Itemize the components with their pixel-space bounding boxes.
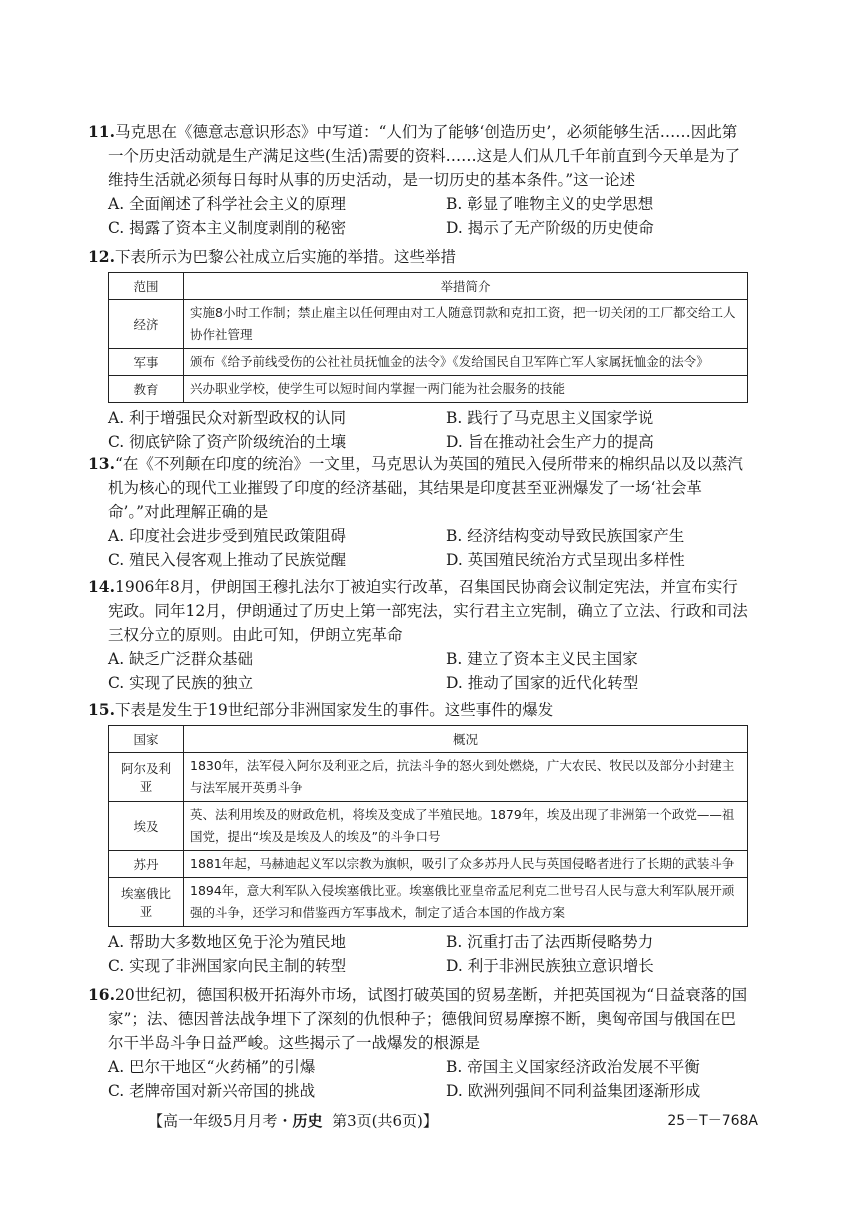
table-cell-summary: 1894年，意大利军队入侵埃塞俄比亚。埃塞俄比亚皇帝孟尼利克二世号召人民与意大利军队展开顽强的斗争，还学习和借鉴西方军事战术，制定了适合本国的作战方案 xyxy=(184,878,748,927)
table-cell-summary: 1881年起，马赫迪起义军以宗教为旗帜，吸引了众多苏丹人民与英国侵略者进行了长期的武装斗争 xyxy=(184,851,748,878)
option-c[interactable]: C. 老牌帝国对新兴帝国的挑战 xyxy=(108,1082,316,1100)
question-number: 12. xyxy=(88,247,115,266)
option-a[interactable]: A. 缺乏广泛群众基础 xyxy=(108,650,254,668)
table-cell-country: 阿尔及利亚 xyxy=(109,753,184,802)
table-row xyxy=(109,878,748,927)
option-c[interactable]: C. 实现了非洲国家向民主制的转型 xyxy=(108,957,347,975)
question-stem xyxy=(88,245,748,269)
table-cell-country: 埃及 xyxy=(109,802,184,851)
footer-grade: 【高一年级5月月考・ xyxy=(148,1112,293,1130)
footer-code: 25－T－768A xyxy=(667,1113,758,1129)
table-row xyxy=(109,349,748,376)
question-stem xyxy=(88,120,748,192)
option-b[interactable]: B. 沉重打击了法西斯侵略势力 xyxy=(446,933,654,951)
table-header: 范围 xyxy=(109,273,184,300)
table-cell-summary: 1830年，法军侵入阿尔及利亚之后，抗法斗争的怒火到处燃烧，广大农民、牧民以及部分小封建主与法军展开英勇斗争 xyxy=(184,753,748,802)
footer-page-number: 第3页(共6页)】 xyxy=(332,1112,438,1130)
footer-subject: 历史 xyxy=(292,1112,323,1130)
table-row xyxy=(109,376,748,403)
table-cell-country: 埃塞俄比亚 xyxy=(109,878,184,927)
question-number: 11. xyxy=(88,122,115,141)
question-number: 15. xyxy=(88,700,115,719)
option-d[interactable]: D. 英国殖民统治方式呈现出多样性 xyxy=(446,551,685,569)
table-header-row xyxy=(109,273,748,300)
option-d[interactable]: D. 欧洲列强间不同利益集团逐渐形成 xyxy=(446,1082,701,1100)
table-header: 国家 xyxy=(109,726,184,753)
table-cell-desc: 兴办职业学校，使学生可以短时间内掌握一两门能为社会服务的技能 xyxy=(184,376,748,403)
question-16 xyxy=(88,983,748,1103)
question-12 xyxy=(88,245,748,454)
option-d[interactable]: D. 揭示了无产阶级的历史使命 xyxy=(446,219,654,237)
option-d[interactable]: D. 利于非洲民族独立意识增长 xyxy=(446,957,654,975)
question-11 xyxy=(88,120,748,240)
question-number: 16. xyxy=(88,985,115,1004)
table-cell-area: 经济 xyxy=(109,300,184,349)
table-header-row xyxy=(109,726,748,753)
option-a[interactable]: A. 巴尔干地区“火药桶”的引爆 xyxy=(108,1058,316,1076)
question-text: 下表是发生于19世纪部分非洲国家发生的事件。这些事件的爆发 xyxy=(114,701,554,719)
page-footer xyxy=(148,1110,758,1131)
question-number: 14. xyxy=(88,577,115,596)
events-table xyxy=(108,725,748,927)
table-cell-desc: 颁布《给予前线受伤的公社社员抚恤金的法令》《发给国民自卫军阵亡军人家属抚恤金的法令》 xyxy=(184,349,748,376)
option-c[interactable]: C. 殖民入侵客观上推动了民族觉醒 xyxy=(108,551,347,569)
option-a[interactable]: A. 全面阐述了科学社会主义的原理 xyxy=(108,195,347,213)
question-stem xyxy=(88,575,748,647)
table-row xyxy=(109,851,748,878)
question-text: 下表所示为巴黎公社成立后实施的举措。这些举措 xyxy=(114,248,456,266)
measures-table xyxy=(108,272,748,403)
option-b[interactable]: B. 建立了资本主义民主国家 xyxy=(446,650,638,668)
question-text: 1906年8月，伊朗国王穆扎法尔丁被迫实行改革，召集国民协商会议制定宪法，并宣布实行宪政。同年12月，伊朗通过了历史上第一部宪法，实行君主立宪制，确立了立法、行政和司法三权分立的原则。由此可知，伊朗立宪革命 xyxy=(108,578,748,644)
table-cell-desc: 实施8小时工作制；禁止雇主以任何理由对工人随意罚款和克扣工资，把一切关闭的工厂都交给工人协作社管理 xyxy=(184,300,748,349)
table-row xyxy=(109,753,748,802)
table-cell-area: 军事 xyxy=(109,349,184,376)
option-b[interactable]: B. 帝国主义国家经济政治发展不平衡 xyxy=(446,1058,700,1076)
question-13 xyxy=(88,452,748,572)
option-d[interactable]: D. 旨在推动社会生产力的提高 xyxy=(446,433,654,451)
options xyxy=(108,524,748,572)
table-cell-country: 苏丹 xyxy=(109,851,184,878)
option-b[interactable]: B. 彰显了唯物主义的史学思想 xyxy=(446,195,654,213)
options xyxy=(108,647,748,695)
option-b[interactable]: B. 经济结构变动导致民族国家产生 xyxy=(446,527,685,545)
table-header: 举措简介 xyxy=(184,273,748,300)
option-a[interactable]: A. 利于增强民众对新型政权的认同 xyxy=(108,409,347,427)
table-row xyxy=(109,300,748,349)
table-cell-summary: 英、法利用埃及的财政危机，将埃及变成了半殖民地。1879年，埃及出现了非洲第一个政党——祖国党，提出“埃及是埃及人的埃及”的斗争口号 xyxy=(184,802,748,851)
footer-label xyxy=(148,1112,438,1130)
options xyxy=(108,930,748,978)
option-d[interactable]: D. 推动了国家的近代化转型 xyxy=(446,674,639,692)
option-c[interactable]: C. 彻底铲除了资产阶级统治的土壤 xyxy=(108,433,347,451)
option-b[interactable]: B. 践行了马克思主义国家学说 xyxy=(446,409,654,427)
table-header: 概况 xyxy=(184,726,748,753)
option-a[interactable]: A. 帮助大多数地区免于沦为殖民地 xyxy=(108,933,347,951)
option-c[interactable]: C. 揭露了资本主义制度剥削的秘密 xyxy=(108,219,347,237)
question-text: 马克思在《德意志意识形态》中写道：“人们为了能够‘创造历史’，必须能够生活……因此第一个历史活动就是生产满足这些(生活)需要的资料……这是人们从几千年前直到今天单是为了维持生活就必须每日每时从事的历史活动，是一切历史的基本条件。”这一论述 xyxy=(108,123,741,189)
question-15 xyxy=(88,698,748,978)
question-stem xyxy=(88,452,748,524)
question-stem xyxy=(88,698,748,722)
question-text: 20世纪初，德国积极开拓海外市场，试图打破英国的贸易垄断，并把英国视为“日益衰落的国家”；法、德因普法战争埋下了深刻的仇恨种子；德俄间贸易摩擦不断，奥匈帝国与俄国在巴尔干半岛斗争日益严峻。这些揭示了一战爆发的根源是 xyxy=(108,986,748,1052)
option-a[interactable]: A. 印度社会进步受到殖民政策阻碍 xyxy=(108,527,347,545)
options xyxy=(108,192,748,240)
option-c[interactable]: C. 实现了民族的独立 xyxy=(108,674,254,692)
options xyxy=(108,1055,748,1103)
question-number: 13. xyxy=(88,454,115,473)
options xyxy=(108,406,748,454)
question-stem xyxy=(88,983,748,1055)
question-14 xyxy=(88,575,748,695)
question-text: “在《不列颠在印度的统治》一文里，马克思认为英国的殖民入侵所带来的棉织品以及以蒸汽机为核心的现代工业摧毁了印度的经济基础，其结果是印度甚至亚洲爆发了一场‘社会革命’。”对此理解正确的是 xyxy=(108,455,743,521)
table-row xyxy=(109,802,748,851)
table-cell-area: 教育 xyxy=(109,376,184,403)
